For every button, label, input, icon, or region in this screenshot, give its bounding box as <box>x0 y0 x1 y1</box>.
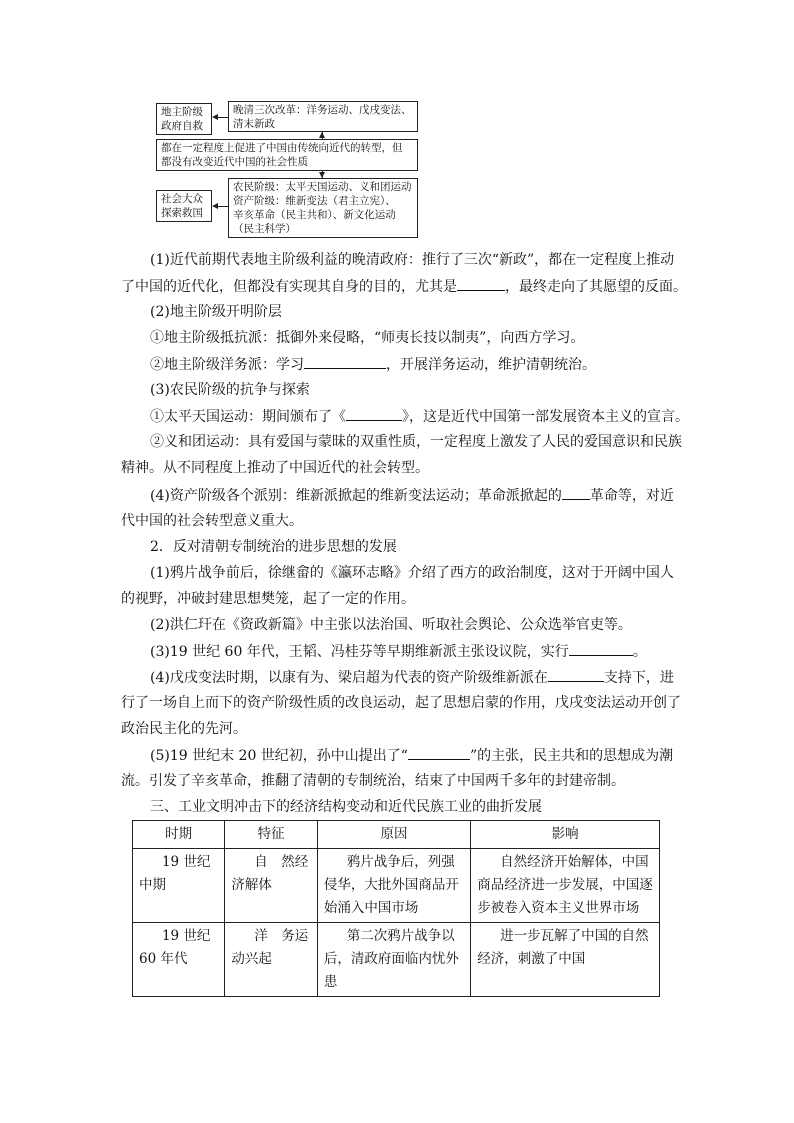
fill-blank[interactable] <box>548 667 604 682</box>
table-cell: 自 然经济解体 <box>225 849 318 923</box>
diagram-arrow-bottom <box>212 203 218 209</box>
diagram-box-conclusion: 都在一定程度上促进了中国由传统向近代的转型，但 都没有改变近代中国的社会性质 <box>156 139 418 171</box>
table-cell: 19 世纪中期 <box>133 849 225 923</box>
text-line: ①地主阶级抵抗派：抵御外来侵略，“师夷长技以制夷”，向西方学习。 <box>150 330 585 346</box>
history-table <box>132 820 660 997</box>
section-heading: 2．反对清朝专制统治的进步思想的发展 <box>150 539 397 555</box>
text-line: (1)鸦片战争前后，徐继畲的《瀛环志略》介绍了西方的政治制度，这对于开阔中国人 <box>150 565 674 581</box>
fill-blank[interactable] <box>408 745 470 760</box>
table-header: 原因 <box>317 821 470 849</box>
text-line: ②义和团运动：具有爱国与蒙昧的双重性质，一定程度上激发了人民的爱国意识和民族 <box>150 434 682 450</box>
text-line: (2)洪仁玕在《资政新篇》中主张以法治国、听取社会舆论、公众选举官吏等。 <box>150 617 632 633</box>
diagram-arrow-up <box>319 132 325 138</box>
text-line: 行了一场自上而下的资产阶级性质的改良运动，起了思想启蒙的作用，戊戌变法运动开创了 <box>121 695 681 711</box>
text-line: (3)19 世纪 60 年代，王韬、冯桂芬等早期维新派主张设议院，实行 。 <box>150 641 647 662</box>
fill-blank[interactable] <box>569 641 633 656</box>
table-row <box>133 849 660 923</box>
text-line: 了中国的近代化，但都没有实现其自身的目的，尤其是 ，最终走向了其愿望的反面。 <box>121 276 687 297</box>
fill-blank[interactable] <box>346 406 402 421</box>
text-line: (3)农民阶级的抗争与探索 <box>150 382 310 398</box>
diagram-arrow-down <box>319 172 325 178</box>
text-line: (4)戊戌变法时期，以康有为、梁启超为代表的资产阶级维新派在 支持下，进 <box>150 667 674 688</box>
table-header: 时期 <box>133 821 225 849</box>
table-cell: 19 世纪60 年代 <box>133 923 225 997</box>
diagram-connector-bottom <box>218 206 228 207</box>
table-cell: 鸦片战争后，列强侵华，大批外国商品开始涌入中国市场 <box>317 849 470 923</box>
diagram-box-classes: 农民阶级：太平天国运动、义和团运动 资产阶级：维新变法（君主立宪）、 辛亥革命（民主共和）、新文化运动 （民主科学） <box>228 178 418 238</box>
fill-blank[interactable] <box>562 485 590 500</box>
table-header: 特征 <box>225 821 318 849</box>
fill-blank[interactable] <box>457 276 505 291</box>
table-row <box>133 923 660 997</box>
table-cell: 进一步瓦解了中国的自然经济，刺激了中国 <box>471 923 660 997</box>
table-header-row <box>133 821 660 849</box>
diagram-connector-top <box>218 117 228 118</box>
text-line: ①太平天国运动：期间颁布了《 》，这是近代中国第一部发展资本主义的宣言。 <box>150 406 689 427</box>
text-line: 政治民主化的先河。 <box>121 721 247 737</box>
text-line: (2)地主阶级开明阶层 <box>150 304 282 320</box>
text-line: ②地主阶级洋务派：学习 ，开展洋务运动，维护清朝统治。 <box>150 354 596 375</box>
text-line: 流。引发了辛亥革命，推翻了清朝的专制统治，结束了中国两千多年的封建帝制。 <box>121 773 625 789</box>
text-line: (5)19 世纪末 20 世纪初，孙中山提出了“ ”的主张，民主共和的思想成为潮 <box>150 745 673 766</box>
text-line: 的视野，冲破封建思想樊笼，起了一定的作用。 <box>121 591 415 607</box>
diagram-box-landlord: 地主阶级 政府自救 <box>156 103 212 135</box>
section-heading: 三、工业文明冲击下的经济结构变动和近代民族工业的曲折发展 <box>150 799 542 815</box>
diagram-box-reforms: 晚清三次改革：洋务运动、戊戌变法、 清末新政 <box>228 101 418 132</box>
fill-blank[interactable] <box>304 354 386 369</box>
table-cell: 第二次鸦片战争以后，清政府面临内忧外患 <box>317 923 470 997</box>
text-line: (4)资产阶级各个派别：维新派掀起的维新变法运动；革命派掀起的 革命等，对近 <box>150 485 674 506</box>
text-line: (1)近代前期代表地主阶级利益的晚清政府：推行了三次“新政”，都在一定程度上推动 <box>150 252 675 268</box>
table-cell: 洋 务运动兴起 <box>225 923 318 997</box>
text-line: 精神。从不同程度上推动了中国近代的社会转型。 <box>121 460 429 476</box>
table-cell: 自然经济开始解体，中国商品经济进一步发展，中国逐步被卷入资本主义世界市场 <box>471 849 660 923</box>
diagram-arrow-top <box>212 114 218 120</box>
table-header: 影响 <box>471 821 660 849</box>
diagram-box-masses: 社会大众 探索救国 <box>156 190 212 222</box>
text-line: 代中国的社会转型意义重大。 <box>121 513 303 529</box>
